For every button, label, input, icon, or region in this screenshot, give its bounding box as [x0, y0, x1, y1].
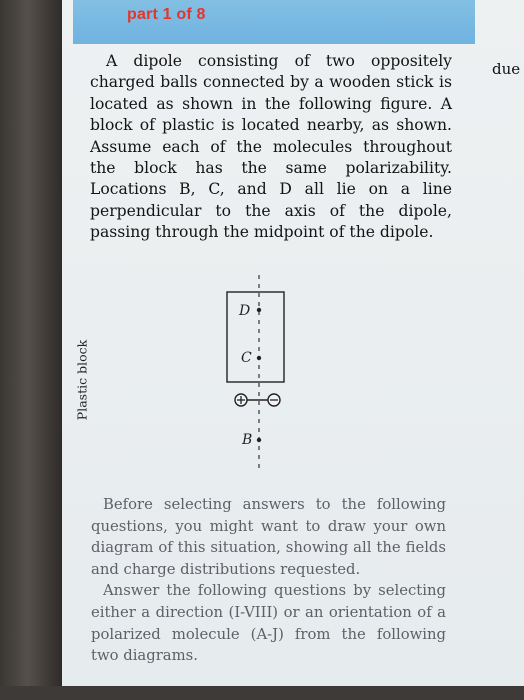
part-header: [73, 0, 475, 44]
location-d-label: D: [239, 303, 251, 319]
instructions-text: [91, 494, 446, 667]
location-b-label: B: [242, 432, 253, 448]
part-indicator: part 1 of 8: [127, 6, 206, 23]
location-d-dot: [257, 308, 261, 312]
instructions-paragraph-1: Before selecting answers to the following questions, you might want to draw your own diagram of this situation, showing all the fields and charge distributions requested.: [91, 496, 446, 578]
location-b-dot: [257, 438, 261, 442]
device-bezel-bottom: [0, 686, 524, 700]
location-c-label: C: [241, 350, 252, 366]
plastic-block-label: Plastic block: [74, 339, 90, 421]
question-text: [90, 51, 452, 244]
plastic-block: [227, 292, 284, 382]
location-c-dot: [257, 356, 261, 360]
instructions-paragraph-2: Answer the following questions by selecting either a direction (I-VIII) or an orientation of a polarized molecule (A-J) from the following two diagrams.: [91, 582, 446, 665]
dipole-figure: [192, 270, 332, 475]
question-page: [62, 0, 524, 686]
question-paragraph: A dipole consisting of two oppositely charged balls connected by a wooden stick is located as shown in the following figure. A block of plastic is located nearby, as shown. Assume each of the molecules throughout the block has the same polarizability. Locations B, C, and D all lie on a line perpendicular to the axis of the dipole, passing through the midpoint of the dipole.: [90, 52, 452, 242]
device-bezel: [0, 0, 62, 700]
due-label: due: [492, 60, 521, 78]
